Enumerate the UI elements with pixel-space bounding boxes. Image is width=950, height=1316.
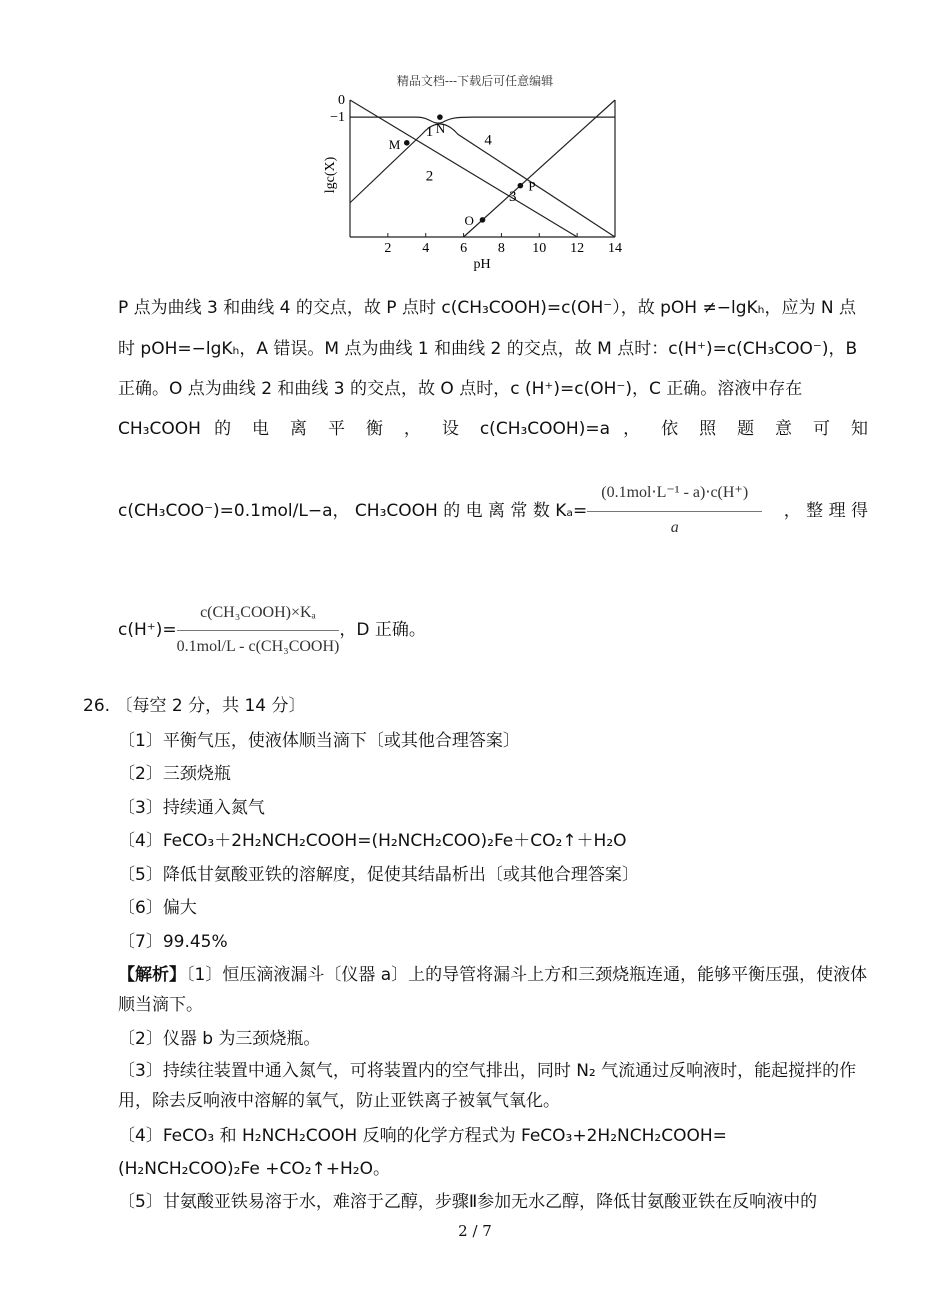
point-O [480,217,486,223]
x-tick-label: 12 [570,241,585,256]
h-prefix: c(H⁺)= [118,620,177,640]
jiexi-4b: (H₂NCH₂COO)₂Fe +CO₂↑+H₂O。 [118,1159,390,1179]
curve-label-4: 4 [484,132,492,149]
answer-7: 〔7〕99.45% [118,932,228,952]
page-number: 2 / 7 [458,1222,492,1240]
curve-1 [350,117,615,123]
point-label-O: O [464,212,474,228]
analysis-line-6 [118,600,868,660]
analysis-line-1: P 点为曲线 3 和曲线 4 的交点，故 P 点时 c(CH₃COOH)=c(OH⁻），故 pOH ≠−lgKₕ，应为 N 点 [118,298,857,318]
page-header: 精品文档---下载后可任意编辑 [396,74,554,88]
jiexi-2: 〔2〕仪器 b 为三颈烧瓶。 [118,1029,321,1049]
chart [320,90,630,275]
x-axis-label: pH [473,257,491,272]
x-tick-label: 14 [608,241,622,256]
jiexi-4a: 〔4〕FeCO₃ 和 H₂NCH₂COOH 反响的化学方程式为 FeCO₃+2H₂NCH₂COOH= [118,1126,727,1146]
answer-1: 〔1〕平衡气压，使液体顺当滴下〔或其他合理答案〕 [118,731,520,751]
ka-suffix: ， 整 理 得 [783,500,868,521]
h-fraction [177,600,340,660]
h-suffix: ，D 正确。 [339,620,426,640]
jiexi-5: 〔5〕甘氨酸亚铁易溶于水，难溶于乙醇，步骤Ⅱ参加无水乙醇，降低甘氨酸亚铁在反响液中的 [118,1192,818,1212]
x-tick-label: 6 [460,241,468,256]
point-N [437,114,443,120]
ka-numerator: (0.1mol⋅L⁻¹ - a)⋅c(H⁺) [587,480,762,512]
h-numerator: c(CH₃COOH)×Kₐ [177,600,340,631]
analysis-line-2: 时 pOH=−lgKₕ，A 错误。M 点为曲线 1 和曲线 2 的交点，故 M 点时：c(H⁺)=c(CH₃COO⁻)，B [118,339,858,359]
ka-prefix: c(CH₃COO⁻)=0.1mol/L−a， CH₃COOH 的 电 离 常 数 Kₐ= [118,500,588,521]
point-label-N: N [435,121,446,137]
x-tick-label: 4 [422,241,430,256]
jiexi-1-text: 〔1〕恒压滴液漏斗〔仪器 a〕上的导管将漏斗上方和三颈烧瓶连通，能够平衡压强，使液体顺当滴下。 [118,965,868,1015]
curve-label-2: 2 [425,168,434,185]
curve-3 [464,100,615,237]
ka-denominator: a [670,519,679,536]
x-tick-label: 2 [384,241,392,256]
analysis-line-5 [118,480,868,541]
answer-6: 〔6〕偏大 [118,898,197,918]
point-label-P: P [528,178,536,194]
answer-4: 〔4〕FeCO₃＋2H₂NCH₂COOH=(H₂NCH₂COO)₂Fe＋CO₂↑＋H₂O [118,831,627,851]
answer-3: 〔3〕持续通入氮气 [118,798,265,818]
q26-title: 26. 〔每空 2 分，共 14 分〕 [83,696,306,716]
curve-label-1: 1 [425,123,434,140]
x-tick-label: 10 [532,241,547,256]
analysis-line-4: CH₃COOH 的 电 离 平 衡 ， 设 c(CH₃COOH)=a ， 依 照 题 意 可 知 [118,419,868,439]
curve-label-3: 3 [509,189,517,206]
y-axis-label: lgc(X) [323,156,338,194]
answer-2: 〔2〕三颈烧瓶 [118,764,231,784]
jiexi-1 [118,960,868,1020]
x-tick-label: 8 [497,241,505,256]
point-P [518,183,524,189]
point-M [404,140,410,146]
answer-5: 〔5〕降低甘氨酸亚铁的溶解度，促使其结晶析出〔或其他合理答案〕 [118,865,639,885]
analysis-line-3: 正确。O 点为曲线 2 和曲线 3 的交点，故 O 点时，c (H⁺)=c(OH⁻)，C 正确。溶液中存在 [118,379,803,399]
y-tick-label: 0 [338,93,345,108]
jiexi-label: 【解析】 [118,965,186,985]
ka-fraction [587,480,762,541]
y-tick-label: −1 [330,110,345,126]
h-denominator: 0.1mol/L - c(CH₃COOH) [176,638,340,655]
point-label-M: M [388,136,401,152]
jiexi-3: 〔3〕持续往装置中通入氮气，可将装置内的空气排出，同时 N₂ 气流通过反响液时，能起搅拌的作用，除去反响液中溶解的氧气，防止亚铁离子被氧气氧化。 [118,1061,857,1111]
